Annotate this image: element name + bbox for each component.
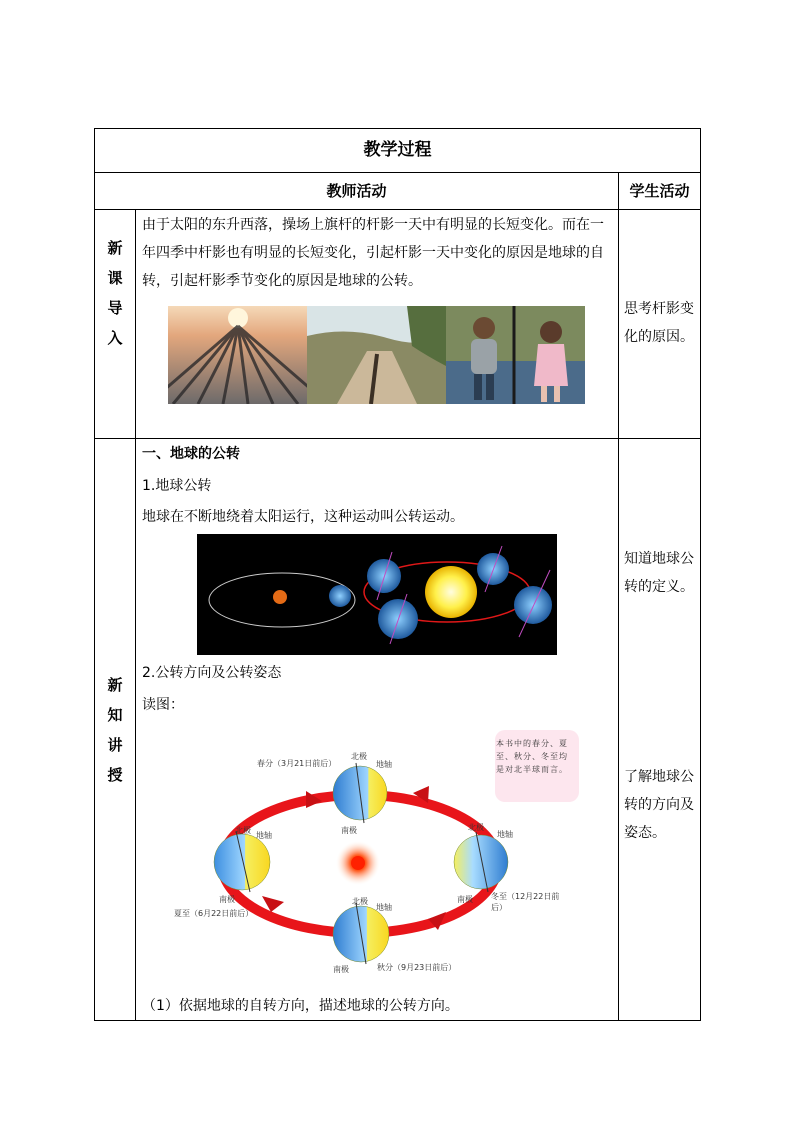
table-title: 教学过程	[363, 140, 432, 160]
section-label-new-knowledge: 新 知 讲 授	[107, 676, 123, 784]
sub-heading-direction: 2.公转方向及公转姿态	[142, 665, 282, 681]
label-summer-solstice: 夏至（6月22日前后）	[174, 909, 254, 918]
label-winter-solstice: 冬至（12月22日前后）	[491, 892, 560, 912]
student-activity-2: 知道地球公转的定义。	[624, 551, 694, 595]
section-label-intro: 新 课 导 入	[107, 239, 123, 347]
column-header-student: 学生活动	[629, 182, 690, 200]
label-north-pole: 北极	[468, 823, 484, 832]
label-south-pole: 南极	[219, 895, 235, 904]
sub-heading-revolution: 1.地球公转	[142, 478, 212, 494]
table-divider	[135, 209, 136, 1021]
table-divider	[94, 209, 701, 210]
table-divider	[618, 172, 619, 1021]
photo-children-pole	[446, 306, 585, 404]
definition-text: 地球在不断地绕着太阳运行，这种运动叫公转运动。	[142, 509, 464, 525]
label-north-pole: 北极	[352, 897, 368, 906]
label-axis: 地轴	[256, 831, 272, 840]
intro-paragraph: 由于太阳的东升西落，操场上旗杆的杆影一天中有明显的长短变化。而在一年四季中杆影也有明显的长短变化，引起杆影一天中变化的原因是地球的自转，引起杆影季节变化的原因是地球的公转。	[142, 217, 604, 289]
table-border-right	[700, 128, 701, 1021]
column-header-teacher: 教师活动	[326, 182, 387, 200]
label-spring-equinox: 春分（3月21日前后）	[257, 759, 337, 768]
label-autumn-equinox: 秋分（9月23日前后）	[377, 963, 457, 972]
student-activity-3: 了解地球公转的方向及姿态。	[624, 769, 694, 841]
photo-road-shadow	[307, 306, 446, 404]
photo-sunset-shadows	[168, 306, 307, 404]
label-axis: 地轴	[376, 903, 392, 912]
label-south-pole: 南极	[341, 826, 357, 835]
label-south-pole: 南极	[333, 965, 349, 974]
student-activity-1: 思考杆影变化的原因。	[624, 301, 694, 345]
label-axis: 地轴	[497, 830, 513, 839]
earth-orbit-image	[197, 534, 557, 655]
question-1: （1）依据地球的自转方向，描述地球的公转方向。	[142, 998, 459, 1014]
label-south-pole: 南极	[457, 895, 473, 904]
section-heading: 一、地球的公转	[142, 446, 240, 462]
read-diagram-label: 读图：	[142, 697, 184, 713]
table-border-bottom	[94, 1020, 701, 1021]
diagram-note: 本书中的春分、夏至、秋分、冬至均是对北半球而言。	[496, 739, 568, 774]
table-divider	[94, 438, 701, 439]
label-north-pole: 北极	[351, 752, 367, 761]
label-axis: 地轴	[376, 760, 392, 769]
label-north-pole: 北极	[235, 826, 251, 835]
